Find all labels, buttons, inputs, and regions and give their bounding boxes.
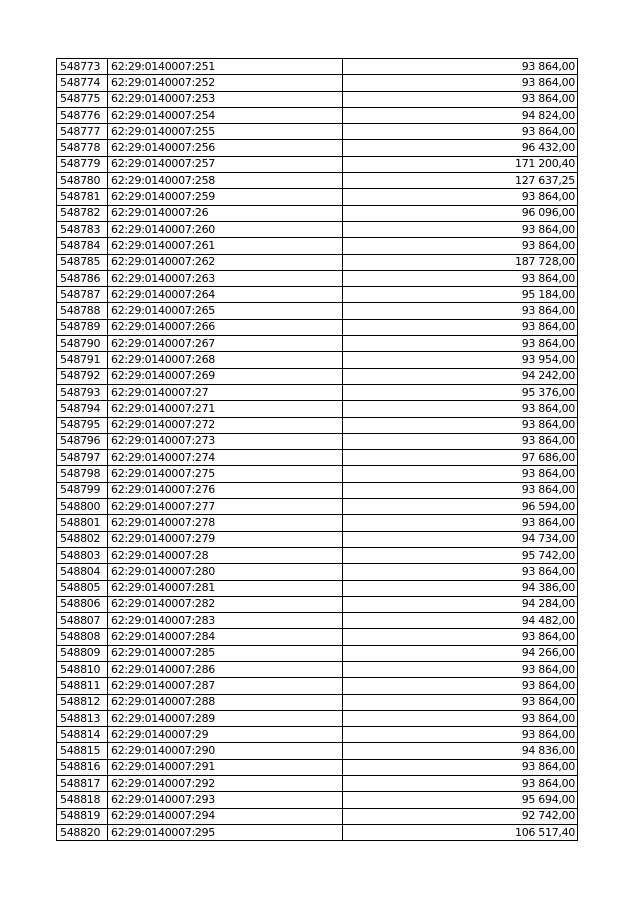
table-row (57, 710, 578, 726)
cadastral-number-cell: 62:29:0140007:263 (108, 270, 343, 286)
cadastral-value-cell: 93 864,00 (343, 629, 578, 645)
row-id-cell: 548787 (57, 287, 108, 303)
cadastral-number-cell: 62:29:0140007:289 (108, 710, 343, 726)
cadastral-value-cell: 93 864,00 (343, 319, 578, 335)
table-row (57, 238, 578, 254)
table-row (57, 661, 578, 677)
cadastral-value-cell: 93 864,00 (343, 189, 578, 205)
table-row (57, 75, 578, 91)
cadastral-value-cell: 93 864,00 (343, 564, 578, 580)
cadastral-number-cell: 62:29:0140007:282 (108, 596, 343, 612)
cadastral-value-cell: 93 864,00 (343, 238, 578, 254)
table-row (57, 156, 578, 172)
row-id-cell: 548781 (57, 189, 108, 205)
cadastral-number-cell: 62:29:0140007:29 (108, 727, 343, 743)
row-id-cell: 548804 (57, 564, 108, 580)
cadastral-value-cell: 93 864,00 (343, 466, 578, 482)
cadastral-value-cell: 171 200,40 (343, 156, 578, 172)
row-id-cell: 548786 (57, 270, 108, 286)
row-id-cell: 548805 (57, 580, 108, 596)
cadastral-value-cell: 93 864,00 (343, 303, 578, 319)
table-row (57, 384, 578, 400)
table-row (57, 140, 578, 156)
table-row (57, 727, 578, 743)
row-id-cell: 548790 (57, 336, 108, 352)
table-row (57, 336, 578, 352)
cadastral-number-cell: 62:29:0140007:253 (108, 91, 343, 107)
cadastral-number-cell: 62:29:0140007:257 (108, 156, 343, 172)
row-id-cell: 548811 (57, 678, 108, 694)
cadastral-value-cell: 106 517,40 (343, 824, 578, 840)
cadastral-number-cell: 62:29:0140007:262 (108, 254, 343, 270)
row-id-cell: 548806 (57, 596, 108, 612)
cadastral-value-cell: 93 864,00 (343, 694, 578, 710)
row-id-cell: 548788 (57, 303, 108, 319)
cadastral-number-cell: 62:29:0140007:266 (108, 319, 343, 335)
row-id-cell: 548816 (57, 759, 108, 775)
row-id-cell: 548819 (57, 808, 108, 824)
cadastral-number-cell: 62:29:0140007:292 (108, 776, 343, 792)
row-id-cell: 548775 (57, 91, 108, 107)
row-id-cell: 548812 (57, 694, 108, 710)
cadastral-value-cell: 93 864,00 (343, 515, 578, 531)
row-id-cell: 548784 (57, 238, 108, 254)
cadastral-value-cell: 93 864,00 (343, 336, 578, 352)
row-id-cell: 548776 (57, 107, 108, 123)
table-row (57, 499, 578, 515)
cadastral-value-table (56, 58, 578, 841)
table-row (57, 824, 578, 840)
cadastral-number-cell: 62:29:0140007:288 (108, 694, 343, 710)
cadastral-value-cell: 93 864,00 (343, 401, 578, 417)
row-id-cell: 548780 (57, 173, 108, 189)
cadastral-value-cell: 95 742,00 (343, 547, 578, 563)
row-id-cell: 548808 (57, 629, 108, 645)
cadastral-number-cell: 62:29:0140007:284 (108, 629, 343, 645)
cadastral-value-cell: 93 864,00 (343, 124, 578, 140)
table-row (57, 564, 578, 580)
row-id-cell: 548799 (57, 482, 108, 498)
cadastral-number-cell: 62:29:0140007:281 (108, 580, 343, 596)
cadastral-value-cell: 93 864,00 (343, 417, 578, 433)
cadastral-value-cell: 93 864,00 (343, 482, 578, 498)
cadastral-number-cell: 62:29:0140007:275 (108, 466, 343, 482)
table-row (57, 547, 578, 563)
row-id-cell: 548797 (57, 450, 108, 466)
cadastral-value-cell: 94 836,00 (343, 743, 578, 759)
row-id-cell: 548803 (57, 547, 108, 563)
cadastral-value-cell: 93 864,00 (343, 59, 578, 75)
cadastral-value-cell: 93 864,00 (343, 776, 578, 792)
cadastral-value-cell: 93 864,00 (343, 710, 578, 726)
cadastral-value-cell: 94 824,00 (343, 107, 578, 123)
cadastral-number-cell: 62:29:0140007:285 (108, 645, 343, 661)
cadastral-number-cell: 62:29:0140007:254 (108, 107, 343, 123)
cadastral-value-cell: 96 594,00 (343, 499, 578, 515)
table-row (57, 776, 578, 792)
row-id-cell: 548794 (57, 401, 108, 417)
row-id-cell: 548817 (57, 776, 108, 792)
cadastral-value-cell: 95 694,00 (343, 792, 578, 808)
cadastral-number-cell: 62:29:0140007:256 (108, 140, 343, 156)
row-id-cell: 548809 (57, 645, 108, 661)
cadastral-number-cell: 62:29:0140007:269 (108, 368, 343, 384)
table-row (57, 792, 578, 808)
cadastral-number-cell: 62:29:0140007:293 (108, 792, 343, 808)
row-id-cell: 548777 (57, 124, 108, 140)
row-id-cell: 548773 (57, 59, 108, 75)
row-id-cell: 548779 (57, 156, 108, 172)
cadastral-number-cell: 62:29:0140007:268 (108, 352, 343, 368)
table-row (57, 59, 578, 75)
cadastral-value-cell: 93 864,00 (343, 727, 578, 743)
row-id-cell: 548778 (57, 140, 108, 156)
table-row (57, 107, 578, 123)
cadastral-value-cell: 187 728,00 (343, 254, 578, 270)
table-row (57, 515, 578, 531)
table-row (57, 205, 578, 221)
table-row (57, 270, 578, 286)
row-id-cell: 548796 (57, 433, 108, 449)
row-id-cell: 548792 (57, 368, 108, 384)
cadastral-value-cell: 93 864,00 (343, 759, 578, 775)
cadastral-value-cell: 93 864,00 (343, 91, 578, 107)
cadastral-number-cell: 62:29:0140007:276 (108, 482, 343, 498)
cadastral-number-cell: 62:29:0140007:28 (108, 547, 343, 563)
table-row (57, 401, 578, 417)
table-row (57, 466, 578, 482)
cadastral-number-cell: 62:29:0140007:264 (108, 287, 343, 303)
cadastral-value-cell: 93 954,00 (343, 352, 578, 368)
cadastral-value-cell: 127 637,25 (343, 173, 578, 189)
cadastral-value-cell: 96 432,00 (343, 140, 578, 156)
cadastral-value-cell: 94 242,00 (343, 368, 578, 384)
cadastral-value-cell: 94 386,00 (343, 580, 578, 596)
cadastral-number-cell: 62:29:0140007:273 (108, 433, 343, 449)
table-row (57, 694, 578, 710)
cadastral-value-cell: 94 734,00 (343, 531, 578, 547)
table-row (57, 678, 578, 694)
table-row (57, 613, 578, 629)
cadastral-number-cell: 62:29:0140007:279 (108, 531, 343, 547)
table-row (57, 482, 578, 498)
cadastral-value-cell: 93 864,00 (343, 221, 578, 237)
table-row (57, 450, 578, 466)
table-row (57, 645, 578, 661)
row-id-cell: 548782 (57, 205, 108, 221)
table-row (57, 808, 578, 824)
table-row (57, 319, 578, 335)
cadastral-number-cell: 62:29:0140007:272 (108, 417, 343, 433)
cadastral-value-cell: 94 266,00 (343, 645, 578, 661)
cadastral-value-cell: 93 864,00 (343, 75, 578, 91)
row-id-cell: 548820 (57, 824, 108, 840)
table-row (57, 124, 578, 140)
table-row (57, 433, 578, 449)
cadastral-number-cell: 62:29:0140007:283 (108, 613, 343, 629)
table-row (57, 580, 578, 596)
cadastral-number-cell: 62:29:0140007:267 (108, 336, 343, 352)
table-row (57, 287, 578, 303)
cadastral-number-cell: 62:29:0140007:278 (108, 515, 343, 531)
row-id-cell: 548814 (57, 727, 108, 743)
table-row (57, 417, 578, 433)
cadastral-number-cell: 62:29:0140007:286 (108, 661, 343, 677)
table-row (57, 629, 578, 645)
row-id-cell: 548810 (57, 661, 108, 677)
cadastral-number-cell: 62:29:0140007:260 (108, 221, 343, 237)
cadastral-value-cell: 95 184,00 (343, 287, 578, 303)
cadastral-number-cell: 62:29:0140007:265 (108, 303, 343, 319)
row-id-cell: 548798 (57, 466, 108, 482)
cadastral-number-cell: 62:29:0140007:27 (108, 384, 343, 400)
row-id-cell: 548785 (57, 254, 108, 270)
cadastral-number-cell: 62:29:0140007:26 (108, 205, 343, 221)
table-row (57, 759, 578, 775)
row-id-cell: 548801 (57, 515, 108, 531)
cadastral-number-cell: 62:29:0140007:251 (108, 59, 343, 75)
table-row (57, 368, 578, 384)
row-id-cell: 548774 (57, 75, 108, 91)
cadastral-number-cell: 62:29:0140007:258 (108, 173, 343, 189)
table-row (57, 352, 578, 368)
cadastral-value-cell: 93 864,00 (343, 270, 578, 286)
row-id-cell: 548795 (57, 417, 108, 433)
row-id-cell: 548815 (57, 743, 108, 759)
row-id-cell: 548783 (57, 221, 108, 237)
cadastral-value-cell: 93 864,00 (343, 678, 578, 694)
cadastral-number-cell: 62:29:0140007:291 (108, 759, 343, 775)
cadastral-number-cell: 62:29:0140007:277 (108, 499, 343, 515)
row-id-cell: 548802 (57, 531, 108, 547)
cadastral-number-cell: 62:29:0140007:261 (108, 238, 343, 254)
row-id-cell: 548791 (57, 352, 108, 368)
cadastral-number-cell: 62:29:0140007:274 (108, 450, 343, 466)
table-row (57, 303, 578, 319)
row-id-cell: 548818 (57, 792, 108, 808)
row-id-cell: 548789 (57, 319, 108, 335)
cadastral-number-cell: 62:29:0140007:280 (108, 564, 343, 580)
cadastral-number-cell: 62:29:0140007:287 (108, 678, 343, 694)
table-row (57, 531, 578, 547)
cadastral-value-cell: 95 376,00 (343, 384, 578, 400)
row-id-cell: 548813 (57, 710, 108, 726)
cadastral-number-cell: 62:29:0140007:252 (108, 75, 343, 91)
cadastral-value-cell: 93 864,00 (343, 433, 578, 449)
cadastral-value-cell: 94 482,00 (343, 613, 578, 629)
cadastral-number-cell: 62:29:0140007:271 (108, 401, 343, 417)
cadastral-number-cell: 62:29:0140007:294 (108, 808, 343, 824)
table-body (57, 59, 578, 841)
table-row (57, 189, 578, 205)
cadastral-number-cell: 62:29:0140007:255 (108, 124, 343, 140)
cadastral-value-cell: 94 284,00 (343, 596, 578, 612)
table-row (57, 91, 578, 107)
cadastral-number-cell: 62:29:0140007:290 (108, 743, 343, 759)
cadastral-value-cell: 92 742,00 (343, 808, 578, 824)
table-row (57, 221, 578, 237)
cadastral-number-cell: 62:29:0140007:295 (108, 824, 343, 840)
table-row (57, 173, 578, 189)
table-row (57, 254, 578, 270)
row-id-cell: 548793 (57, 384, 108, 400)
cadastral-value-cell: 96 096,00 (343, 205, 578, 221)
cadastral-value-cell: 97 686,00 (343, 450, 578, 466)
table-row (57, 596, 578, 612)
cadastral-number-cell: 62:29:0140007:259 (108, 189, 343, 205)
table-row (57, 743, 578, 759)
cadastral-value-cell: 93 864,00 (343, 661, 578, 677)
row-id-cell: 548800 (57, 499, 108, 515)
row-id-cell: 548807 (57, 613, 108, 629)
